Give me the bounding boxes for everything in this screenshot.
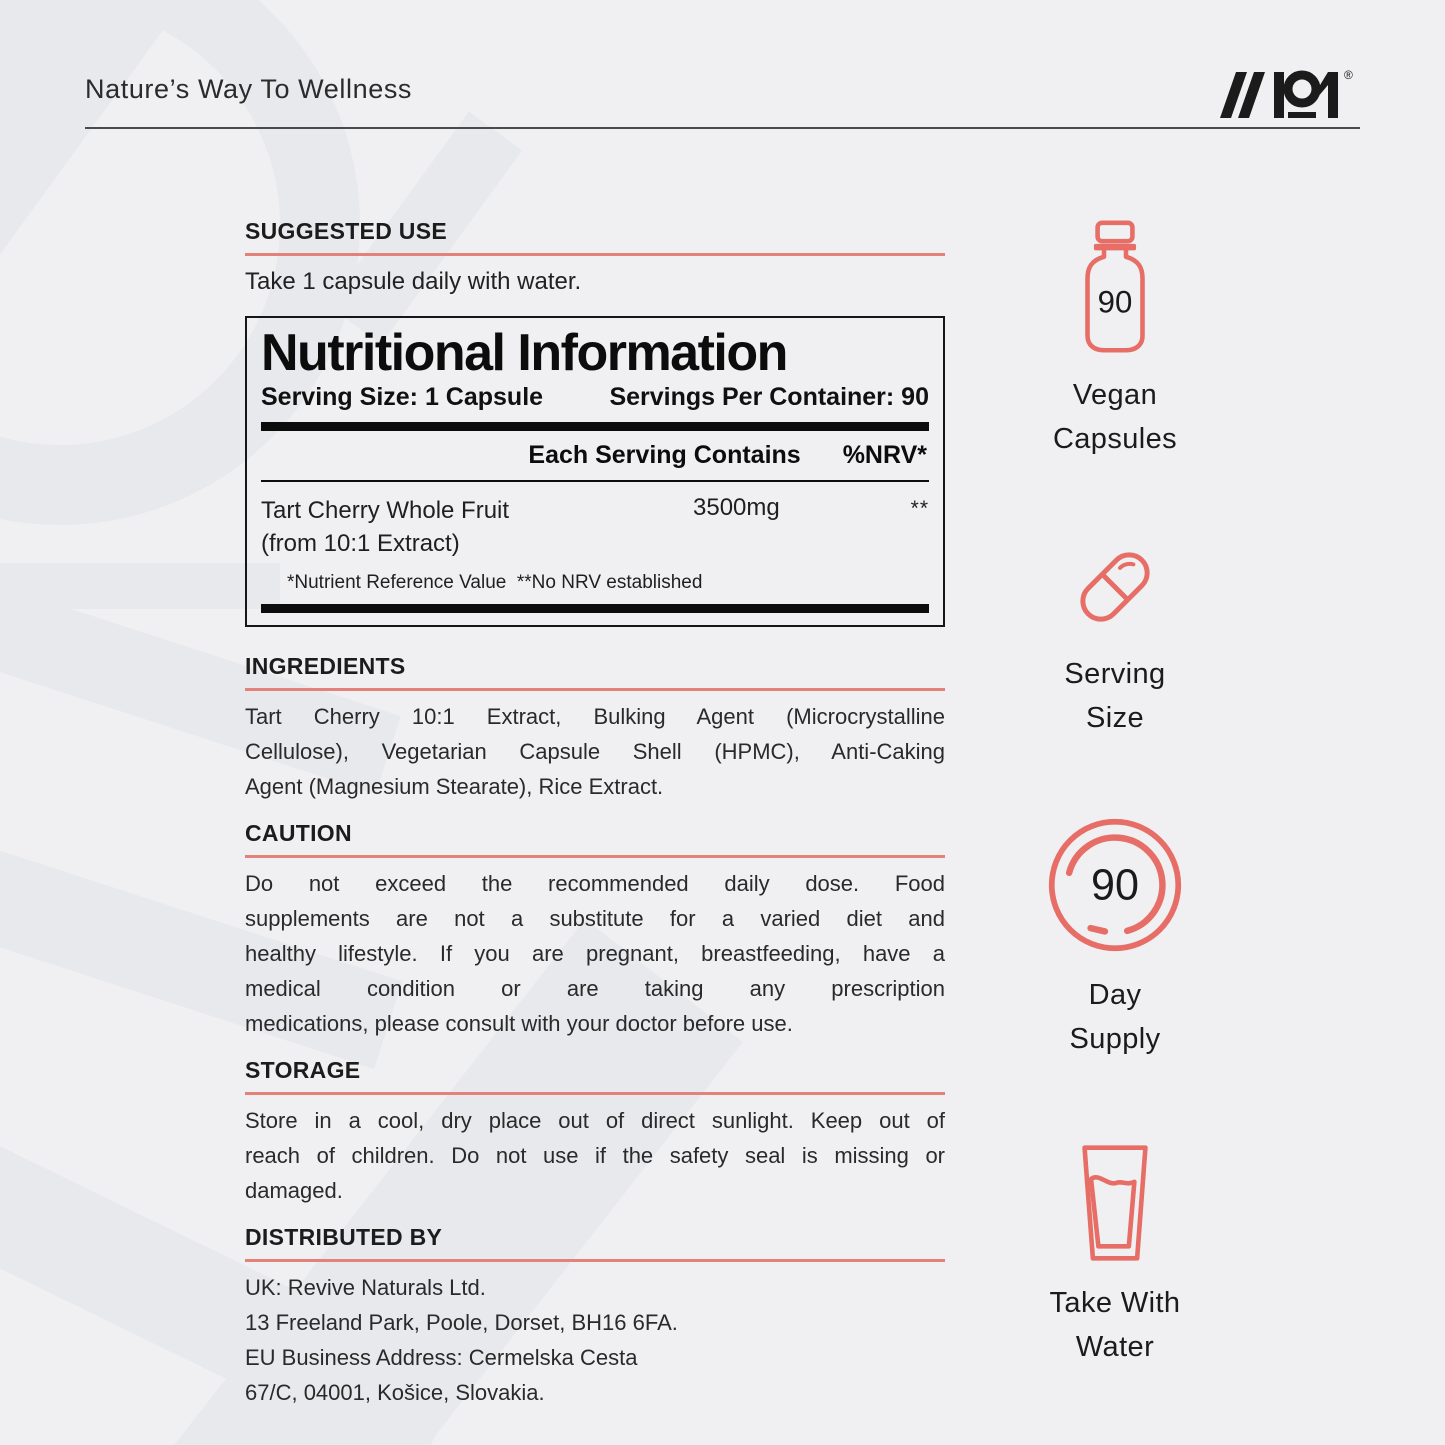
brand-tagline: Nature’s Way To Wellness [85,74,413,104]
nutrient-amount: 3500mg [693,494,780,522]
section-heading: CAUTION [245,820,352,847]
nrv-header: %NRV* [842,441,927,470]
header-divider [85,127,1360,129]
text-line: medications, please consult with your doctor before use. [245,1011,793,1037]
each-serving-header: Each Serving Contains [528,441,801,470]
feature-label-line: Capsules [1052,423,1178,455]
text-line: healthy lifestyle. If you are pregnant, breastfeeding, have a [245,941,945,967]
storage-text [245,1103,945,1208]
pill-bottle-icon [1082,220,1148,354]
panel-divider-thin [261,480,929,482]
registered-mark: ® [1344,68,1353,82]
feature-label [985,652,1245,740]
nutrient-row [261,494,929,560]
nutrient-nrv: ** [910,497,929,521]
water-glass-icon [1079,1144,1151,1262]
serving-info-row [261,383,929,412]
nutrient-name: Tart Cherry Whole Fruit [261,497,510,525]
nutrient-name-cell [261,494,693,560]
text-line: Tart Cherry 10:1 Extract, Bulking Agent (Microcrystalline [245,704,945,730]
section-storage [245,1057,945,1208]
feature-vegan-capsules [985,220,1245,461]
section-distributed-by [245,1224,945,1410]
section-underline [245,855,945,858]
capsule-count: 90 [1097,284,1133,320]
serving-size: Serving Size: 1 Capsule [261,383,544,412]
text-line: supplements are not a substitute for a varied diet and [245,906,945,932]
section-ingredients [245,653,945,804]
panel-divider-thick [261,422,929,431]
text-line: UK: Revive Naturals Ltd. [245,1275,486,1301]
label-content [245,218,945,1410]
text-line: 13 Freeland Park, Poole, Dorset, BH16 6FA. [245,1310,678,1336]
section-heading: SUGGESTED USE [245,218,447,244]
feature-label [985,973,1245,1061]
section-underline [245,1259,945,1262]
feature-label-line: Serving [1064,658,1166,690]
nrv-footnote: *Nutrient Reference Value **No NRV established [287,572,703,594]
feature-label [985,373,1245,461]
text-line: EU Business Address: Cermelska Cesta [245,1345,638,1371]
section-heading: STORAGE [245,1057,361,1084]
text-line: medical condition or are taking any prescription [245,976,945,1002]
feature-label-line: Size [1085,702,1144,734]
section-underline [245,1092,945,1095]
text-line: Do not exceed the recommended daily dose. Food [245,871,945,897]
nutrient-detail: (from 10:1 Extract) [261,530,460,558]
section-caution [245,820,945,1041]
feature-label-line: Supply [1069,1023,1161,1055]
section-suggested-use [245,218,945,296]
section-heading: DISTRIBUTED BY [245,1224,443,1251]
brand-logo-icon [1210,64,1360,126]
distributor-address [245,1270,945,1410]
feature-day-supply [985,816,1245,1061]
section-underline [245,253,945,256]
text-line: Cellulose), Vegetarian Capsule Shell (HPMC), Anti-Caking [245,739,945,765]
feature-serving-size [985,541,1245,740]
panel-column-headers [261,431,929,480]
day-supply-dial-icon [1046,816,1184,954]
section-heading: INGREDIENTS [245,653,406,680]
text-line: damaged. [245,1178,343,1204]
text-line: reach of children. Do not use if the safety seal is missing or [245,1143,945,1169]
feature-label-line: Vegan [1072,379,1158,411]
text-line: Store in a cool, dry place out of direct sunlight. Keep out of [245,1108,945,1134]
servings-per-container: Servings Per Container: 90 [609,383,929,412]
nutrition-title: Nutritional Information [261,324,787,382]
feature-label-line: Take With [1049,1287,1181,1319]
feature-label [985,1281,1245,1369]
capsule-icon [1069,541,1161,633]
caution-text [245,866,945,1041]
ingredients-text [245,699,945,804]
nutrition-panel [245,316,945,627]
feature-label-line: Water [1075,1331,1155,1363]
feature-take-with-water [985,1144,1245,1369]
text-line: Agent (Magnesium Stearate), Rice Extract. [245,774,664,800]
day-count: 90 [1091,861,1139,910]
feature-label-line: Day [1088,979,1142,1011]
section-underline [245,688,945,691]
panel-divider-thick [261,604,929,613]
brand-logo [1210,64,1360,131]
text-line: 67/C, 04001, Košice, Slovakia. [245,1380,545,1406]
suggested-use-text: Take 1 capsule daily with water. [245,268,582,295]
